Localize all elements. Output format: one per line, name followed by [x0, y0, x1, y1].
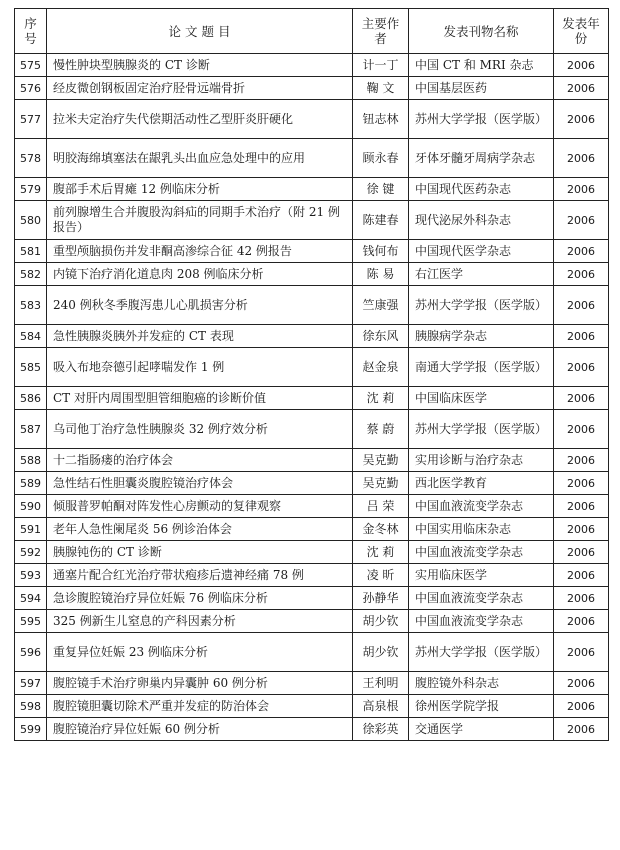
- cell-journal: 实用诊断与治疗杂志: [409, 449, 554, 472]
- table-row: [15, 54, 609, 77]
- cell-no: 592: [15, 541, 47, 564]
- cell-title: 腹部手术后胃瘫 12 例临床分析: [47, 178, 353, 201]
- table-row: [15, 518, 609, 541]
- cell-title: 倾服普罗帕酮对阵发性心房颤动的复律观察: [47, 495, 353, 518]
- cell-author: 吴克勤: [353, 449, 409, 472]
- cell-journal: 交通医学: [409, 718, 554, 741]
- cell-no: 593: [15, 564, 47, 587]
- table-row: [15, 286, 609, 325]
- cell-author: 徐东风: [353, 325, 409, 348]
- table-row: [15, 263, 609, 286]
- cell-title: 经皮微创钢板固定治疗胫骨远端骨折: [47, 77, 353, 100]
- cell-author: 金冬林: [353, 518, 409, 541]
- cell-journal: 苏州大学学报（医学版）: [409, 100, 554, 139]
- cell-year: 2006: [554, 178, 609, 201]
- cell-year: 2006: [554, 325, 609, 348]
- cell-journal: 中国血液流变学杂志: [409, 541, 554, 564]
- cell-no: 578: [15, 139, 47, 178]
- cell-no: 581: [15, 240, 47, 263]
- table-row: [15, 541, 609, 564]
- cell-author: 孙静华: [353, 587, 409, 610]
- cell-title: 乌司他丁治疗急性胰腺炎 32 例疗效分析: [47, 410, 353, 449]
- table-row: [15, 449, 609, 472]
- cell-author: 王利明: [353, 672, 409, 695]
- cell-no: 584: [15, 325, 47, 348]
- cell-no: 594: [15, 587, 47, 610]
- cell-journal: 中国现代医学杂志: [409, 240, 554, 263]
- cell-no: 587: [15, 410, 47, 449]
- cell-journal: 中国基层医药: [409, 77, 554, 100]
- cell-journal: 中国现代医药杂志: [409, 178, 554, 201]
- cell-title: 拉米夫定治疗失代偿期活动性乙型肝炎肝硬化: [47, 100, 353, 139]
- cell-year: 2006: [554, 472, 609, 495]
- cell-journal: 腹腔镜外科杂志: [409, 672, 554, 695]
- cell-year: 2006: [554, 240, 609, 263]
- cell-no: 599: [15, 718, 47, 741]
- cell-author: 徐 键: [353, 178, 409, 201]
- cell-author: 凌 昕: [353, 564, 409, 587]
- cell-no: 582: [15, 263, 47, 286]
- cell-no: 588: [15, 449, 47, 472]
- header-no: 序号: [15, 9, 47, 54]
- cell-journal: 西北医学教育: [409, 472, 554, 495]
- cell-journal: 中国实用临床杂志: [409, 518, 554, 541]
- cell-author: 计一丁: [353, 54, 409, 77]
- cell-author: 吴克勤: [353, 472, 409, 495]
- cell-journal: 胰腺病学杂志: [409, 325, 554, 348]
- cell-no: 590: [15, 495, 47, 518]
- cell-author: 陈建春: [353, 201, 409, 240]
- cell-title: 325 例新生儿窒息的产科因素分析: [47, 610, 353, 633]
- table-row: [15, 672, 609, 695]
- table-body: [15, 54, 609, 741]
- table-header-row: [15, 9, 609, 54]
- cell-year: 2006: [554, 518, 609, 541]
- cell-author: 沈 莉: [353, 387, 409, 410]
- cell-journal: 实用临床医学: [409, 564, 554, 587]
- cell-year: 2006: [554, 263, 609, 286]
- cell-title: 腹腔镜手术治疗卵巢内异囊肿 60 例分析: [47, 672, 353, 695]
- cell-author: 蔡 蔚: [353, 410, 409, 449]
- cell-no: 580: [15, 201, 47, 240]
- cell-journal: 中国血液流变学杂志: [409, 587, 554, 610]
- cell-title: CT 对肝内周围型胆管细胞癌的诊断价值: [47, 387, 353, 410]
- cell-author: 顾永春: [353, 139, 409, 178]
- cell-no: 598: [15, 695, 47, 718]
- cell-author: 钮志林: [353, 100, 409, 139]
- cell-no: 575: [15, 54, 47, 77]
- header-title: 论 文 题 目: [47, 9, 353, 54]
- cell-author: 沈 莉: [353, 541, 409, 564]
- cell-author: 徐彩英: [353, 718, 409, 741]
- table-row: [15, 610, 609, 633]
- cell-year: 2006: [554, 348, 609, 387]
- cell-title: 十二指肠瘘的治疗体会: [47, 449, 353, 472]
- cell-title: 急诊腹腔镜治疗异位妊娠 76 例临床分析: [47, 587, 353, 610]
- cell-journal: 苏州大学学报（医学版）: [409, 410, 554, 449]
- cell-author: 胡少钦: [353, 610, 409, 633]
- cell-journal: 苏州大学学报（医学版）: [409, 633, 554, 672]
- cell-journal: 牙体牙髓牙周病学杂志: [409, 139, 554, 178]
- cell-year: 2006: [554, 672, 609, 695]
- cell-journal: 中国血液流变学杂志: [409, 495, 554, 518]
- cell-title: 腹腔镜治疗异位妊娠 60 例分析: [47, 718, 353, 741]
- cell-no: 595: [15, 610, 47, 633]
- cell-journal: 现代泌尿外科杂志: [409, 201, 554, 240]
- cell-year: 2006: [554, 286, 609, 325]
- table-row: [15, 77, 609, 100]
- table-row: [15, 587, 609, 610]
- table-row: [15, 472, 609, 495]
- table-row: [15, 387, 609, 410]
- table-row: [15, 410, 609, 449]
- cell-title: 重型颅脑损伤并发非酮高渗综合征 42 例报告: [47, 240, 353, 263]
- cell-title: 慢性肿块型胰腺炎的 CT 诊断: [47, 54, 353, 77]
- cell-no: 586: [15, 387, 47, 410]
- cell-title: 明胶海绵填塞法在龈乳头出血应急处理中的应用: [47, 139, 353, 178]
- table-row: [15, 564, 609, 587]
- cell-no: 576: [15, 77, 47, 100]
- table-row: [15, 325, 609, 348]
- cell-year: 2006: [554, 587, 609, 610]
- cell-title: 急性胰腺炎胰外并发症的 CT 表现: [47, 325, 353, 348]
- cell-author: 竺康强: [353, 286, 409, 325]
- table-row: [15, 348, 609, 387]
- cell-year: 2006: [554, 201, 609, 240]
- cell-no: 577: [15, 100, 47, 139]
- table-row: [15, 178, 609, 201]
- cell-year: 2006: [554, 77, 609, 100]
- cell-journal: 右江医学: [409, 263, 554, 286]
- header-year: 发表年份: [554, 9, 609, 54]
- header-journal: 发表刊物名称: [409, 9, 554, 54]
- table-row: [15, 240, 609, 263]
- cell-title: 内镜下治疗消化道息肉 208 例临床分析: [47, 263, 353, 286]
- cell-no: 585: [15, 348, 47, 387]
- cell-title: 吸入布地奈德引起哮喘发作 1 例: [47, 348, 353, 387]
- papers-table: [14, 8, 609, 741]
- cell-title: 240 例秋冬季腹泻患儿心肌损害分析: [47, 286, 353, 325]
- cell-journal: 苏州大学学报（医学版）: [409, 286, 554, 325]
- cell-author: 赵金泉: [353, 348, 409, 387]
- cell-title: 急性结石性胆囊炎腹腔镜治疗体会: [47, 472, 353, 495]
- cell-author: 钱何布: [353, 240, 409, 263]
- cell-title: 重复异位妊娠 23 例临床分析: [47, 633, 353, 672]
- cell-no: 596: [15, 633, 47, 672]
- cell-year: 2006: [554, 564, 609, 587]
- header-author: 主要作者: [353, 9, 409, 54]
- document-page: [14, 8, 608, 741]
- table-row: [15, 633, 609, 672]
- table-row: [15, 100, 609, 139]
- cell-year: 2006: [554, 541, 609, 564]
- cell-year: 2006: [554, 633, 609, 672]
- cell-no: 591: [15, 518, 47, 541]
- cell-year: 2006: [554, 495, 609, 518]
- table-row: [15, 718, 609, 741]
- cell-journal: 中国血液流变学杂志: [409, 610, 554, 633]
- cell-no: 583: [15, 286, 47, 325]
- table-row: [15, 139, 609, 178]
- cell-title: 腹腔镜胆囊切除术严重并发症的防治体会: [47, 695, 353, 718]
- cell-year: 2006: [554, 695, 609, 718]
- cell-year: 2006: [554, 54, 609, 77]
- cell-title: 老年人急性阑尾炎 56 例诊治体会: [47, 518, 353, 541]
- cell-title: 前列腺增生合并腹股沟斜疝的同期手术治疗（附 21 例报告）: [47, 201, 353, 240]
- table-row: [15, 201, 609, 240]
- cell-author: 陈 易: [353, 263, 409, 286]
- cell-year: 2006: [554, 610, 609, 633]
- cell-year: 2006: [554, 410, 609, 449]
- cell-year: 2006: [554, 139, 609, 178]
- cell-no: 579: [15, 178, 47, 201]
- cell-author: 胡少钦: [353, 633, 409, 672]
- cell-title: 通塞片配合红光治疗带状疱疹后遗神经痛 78 例: [47, 564, 353, 587]
- cell-journal: 中国临床医学: [409, 387, 554, 410]
- cell-journal: 南通大学学报（医学版）: [409, 348, 554, 387]
- cell-year: 2006: [554, 387, 609, 410]
- cell-year: 2006: [554, 449, 609, 472]
- cell-author: 鞠 文: [353, 77, 409, 100]
- table-row: [15, 695, 609, 718]
- cell-title: 胰腺钝伤的 CT 诊断: [47, 541, 353, 564]
- cell-author: 吕 荣: [353, 495, 409, 518]
- cell-no: 589: [15, 472, 47, 495]
- table-row: [15, 495, 609, 518]
- cell-journal: 徐州医学院学报: [409, 695, 554, 718]
- cell-author: 高泉根: [353, 695, 409, 718]
- cell-year: 2006: [554, 718, 609, 741]
- cell-journal: 中国 CT 和 MRI 杂志: [409, 54, 554, 77]
- cell-year: 2006: [554, 100, 609, 139]
- cell-no: 597: [15, 672, 47, 695]
